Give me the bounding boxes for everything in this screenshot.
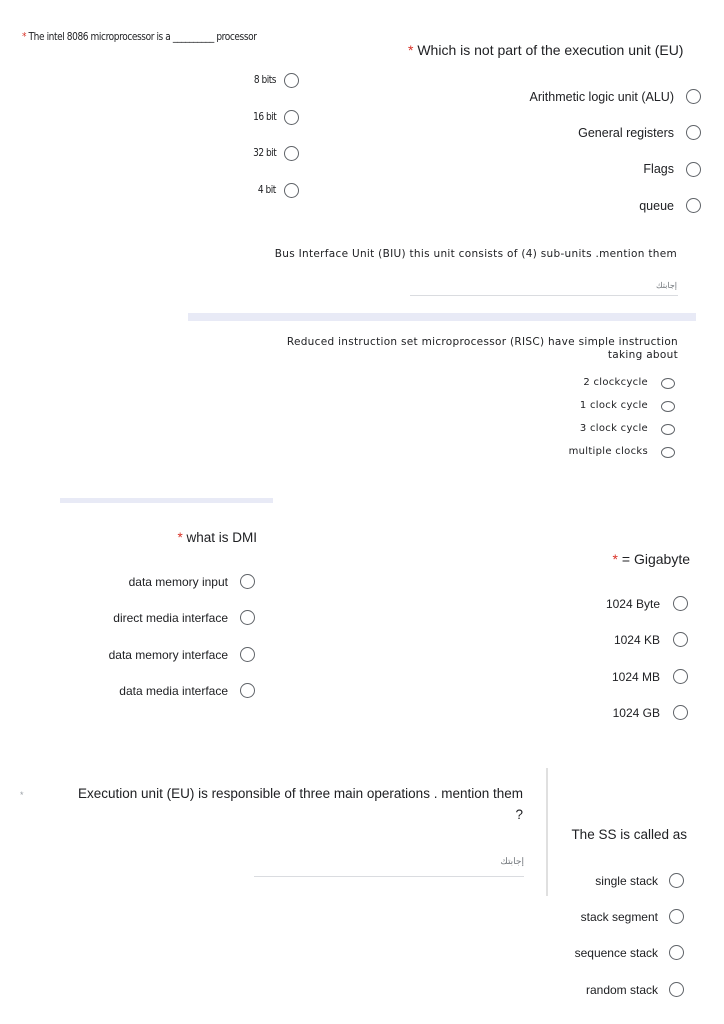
option-label: sequence stack [574,946,658,960]
answer-placeholder: إجابتك [656,281,677,290]
option-label: queue [639,199,674,213]
option-label: 1024 Byte [605,597,660,611]
radio-button[interactable] [661,424,675,435]
option-label: single stack [595,874,658,888]
question-7-title-line2: ? [515,807,523,822]
radio-button[interactable] [661,378,675,389]
title-suffix: processor [216,30,257,43]
question-2-title [408,42,683,58]
title-text: = Gigabyte [621,551,690,567]
option-label: 3 clock cycle [579,423,648,434]
question-7-title-line1: Execution unit (EU) is responsible of three main operations . mention them [78,786,523,801]
radio-button[interactable] [240,647,255,662]
option-label: 4 bit [258,183,276,196]
answer-placeholder: إجابتك [500,856,524,866]
option-label: data media interface [119,684,228,698]
option-label: 1024 KB [613,633,660,647]
required-mark: * [612,551,618,567]
radio-button[interactable] [686,89,701,104]
question-6-title [613,551,690,567]
option-label: 1024 MB [611,670,660,684]
question-4-title-line1: Reduced instruction set microprocessor (RISC) have simple instruction [286,336,678,348]
option-label: multiple clocks [568,446,648,457]
option-label: 2 clockcycle [583,377,648,388]
column-separator [546,768,548,896]
radio-button[interactable] [661,447,675,458]
radio-button[interactable] [669,982,684,997]
radio-button[interactable] [669,873,684,888]
radio-button[interactable] [240,683,255,698]
title-blank: __________ [172,30,214,43]
required-mark: * [22,30,27,43]
option-label: 1024 GB [612,706,660,720]
radio-button[interactable] [240,574,255,589]
section-divider [188,313,696,321]
question-8-title: The SS is called as [571,827,687,842]
radio-button[interactable] [673,596,688,611]
required-mark: * [408,42,414,58]
option-label: data memory input [128,575,228,589]
question-4-title-line2: taking about [607,349,678,361]
required-mark: * [20,790,24,800]
radio-button[interactable] [686,162,701,177]
radio-button[interactable] [673,669,688,684]
option-label: 8 bits [253,73,276,86]
answer-input[interactable] [254,876,524,877]
option-label: 16 bit [252,110,276,123]
option-label: Arithmetic logic unit (ALU) [529,90,674,104]
option-label: stack segment [580,910,658,924]
radio-button[interactable] [284,110,299,125]
radio-button[interactable] [686,125,701,140]
radio-button[interactable] [669,945,684,960]
radio-button[interactable] [284,146,299,161]
question-5-title [177,530,257,545]
option-label: 32 bit [252,146,276,159]
radio-button[interactable] [661,401,675,412]
radio-button[interactable] [673,632,688,647]
option-label: direct media interface [113,611,228,625]
radio-button[interactable] [673,705,688,720]
answer-input[interactable] [410,295,678,296]
option-label: 1 clock cycle [579,400,648,411]
option-label: General registers [578,126,674,140]
title-prefix: The intel 8086 microprocessor is a [28,30,171,43]
title-text: what is DMI [186,530,257,545]
radio-button[interactable] [284,183,299,198]
option-label: data memory interface [108,648,228,662]
radio-button[interactable] [669,909,684,924]
radio-button[interactable] [686,198,701,213]
question-1-title [22,30,257,43]
section-divider [60,498,273,503]
title-text: Which is not part of the execution unit (EU) [417,42,684,58]
option-label: random stack [585,983,658,997]
radio-button[interactable] [284,73,299,88]
radio-button[interactable] [240,610,255,625]
question-3-title: Bus Interface Unit (BIU) this unit consists of (4) sub-units .mention them [274,248,677,260]
required-mark: * [177,530,183,545]
option-label: Flags [643,162,674,176]
